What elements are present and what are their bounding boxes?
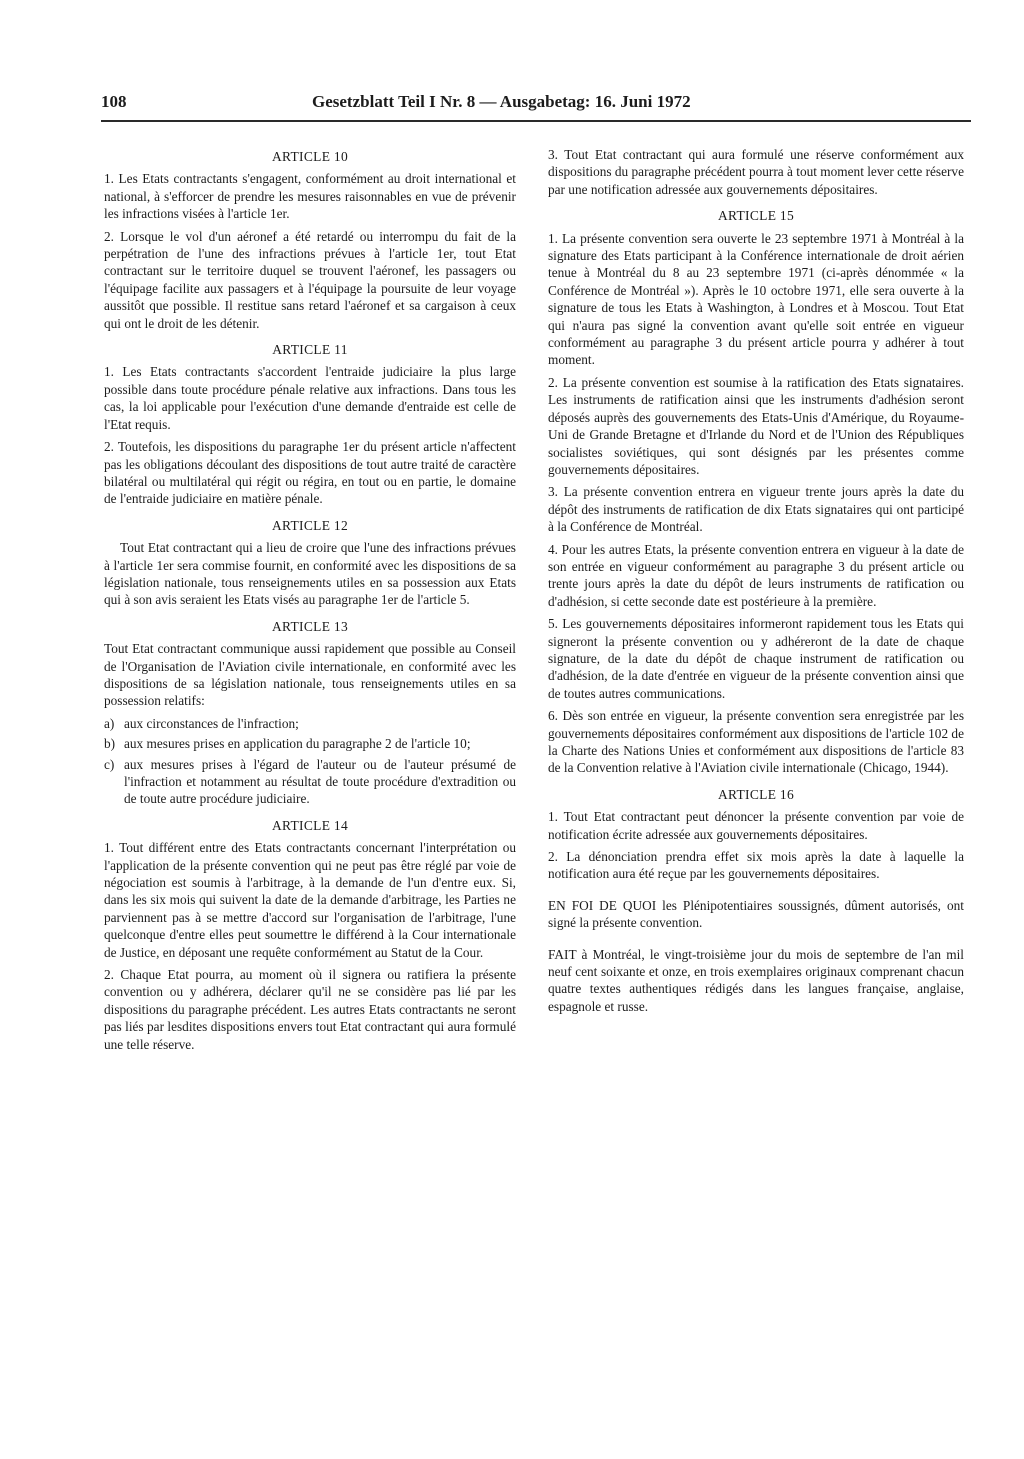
testimonium-clause: EN FOI DE QUOI les Plénipotentiaires soussignés, dûment autorisés, ont signé la présente convention. xyxy=(548,897,964,931)
article-15-heading: ARTICLE 15 xyxy=(717,208,795,224)
article-15-para-6: 6. Dès son entrée en vigueur, la présente convention sera enregistrée par les gouvernements dépositaires conformément aux dispositions de l'article 102 de la Charte des Nations Unies et conformément aux dispositions de l'article 83 de la Convention relative à l'Aviation civile internationale (Chicago, 1944). xyxy=(548,708,964,776)
article-13-para-1: Tout Etat contractant communique aussi rapidement que possible au Conseil de l'Organisation de l'Aviation civile internationale, en conformité avec les dispositions de sa législation nationale, tous renseignements utiles en sa possession relatifs: xyxy=(104,641,516,709)
item-label: b) xyxy=(104,736,116,752)
article-15-para-4: 4. Pour les autres Etats, la présente convention entrera en vigueur à la date de son entrée en vigueur conformément au paragraphe 3 du présent article ou trente jours après la date du dépôt de leurs instruments de ratification ou d'adhésion, si cette seconde date est postérieure à la première. xyxy=(548,541,964,609)
left-column xyxy=(104,146,516,1058)
item-text: aux mesures prises à l'égard de l'auteur ou de l'auteur présumé de l'infraction et notamment au résultat de toute procédure d'extradition ou de toute autre procédure judiciaire. xyxy=(124,756,516,807)
article-10-para-1: 1. Les Etats contractants s'engagent, conformément au droit international et national, à s'efforcer de prendre les mesures raisonnables en vue de prévenir les infractions visées à l'article 1er. xyxy=(104,171,516,222)
article-15-para-1: 1. La présente convention sera ouverte le 23 septembre 1971 à Montréal à la signature des Etats participant à la Conférence internationale de droit aérien tenue à Montréal du 8 au 23 septembre 1971 (ci-après dénommée « la Conférence de Montréal »). Après le 10 octobre 1971, elle sera ouverte à la signature de tous les Etats à Washington, à Londres et à Moscou. Tout Etat qui n'aura pas signé la convention avant qu'elle soit entrée en vigueur conformément au paragraphe 3 du présent article pourra y adhérer à tout moment. xyxy=(548,230,964,368)
article-16-para-2: 2. La dénonciation prendra effet six mois après la date à laquelle la notification aura été reçue par les gouvernements dépositaires. xyxy=(548,849,964,882)
article-13-item-c xyxy=(104,756,516,808)
item-text: aux mesures prises en application du paragraphe 2 de l'article 10; xyxy=(124,736,471,752)
article-11-para-2: 2. Toutefois, les dispositions du paragraphe 1er du présent article n'affectent pas les obligations découlant des dispositions de tout autre traité de caractère bilatéral ou multilatéral qui régit ou régira, en tout ou en partie, le domaine de l'entraide judiciaire en matière pénale. xyxy=(104,439,516,507)
item-label: c) xyxy=(104,756,115,772)
right-column xyxy=(548,146,964,1020)
article-11-heading: ARTICLE 11 xyxy=(272,342,348,358)
article-15-para-2: 2. La présente convention est soumise à la ratification des Etats signataires. Les instruments de ratification ainsi que les instruments d'adhésion seront déposés auprès des gouvernements des Etats-Unis d'Amérique, du Royaume-Uni de Grande Bretagne et d'Irlande du Nord et de l'Union des Républiques socialistes soviétiques, qui sont désignés par les présentes comme gouvernements dépositaires. xyxy=(548,374,964,477)
article-10-para-2: 2. Lorsque le vol d'un aéronef a été retardé ou interrompu du fait de la perpétration de l'une des infractions prévues à l'article 1er, tout Etat contractant sur le territoire duquel se trouvent l'aéronef, les passagers ou l'équipage facilite aux passagers et à l'équipage la poursuite de leur voyage aussitôt que possible. Il restitue sans retard l'aéronef et sa cargaison à ceux qui ont le droit de les détenir. xyxy=(104,228,516,331)
running-title: Gesetzblatt Teil I Nr. 8 — Ausgabetag: 16. Juni 1972 xyxy=(312,92,691,111)
article-16-heading: ARTICLE 16 xyxy=(717,786,795,802)
item-label: a) xyxy=(104,715,115,731)
article-12-heading: ARTICLE 12 xyxy=(271,517,349,533)
article-15-para-3: 3. La présente convention entrera en vigueur trente jours après la date du dépôt des instruments de ratification de dix Etats signataires qui ont participé à la Conférence de Montréal. xyxy=(548,484,964,535)
page-header xyxy=(101,92,971,116)
article-15-para-5: 5. Les gouvernements dépositaires informeront rapidement tous les Etats qui signeront la présente convention ou y adhéreront de la date de chaque signature, de la date du dépôt de chaque instrument de ratification ou d'adhésion, de la date d'entrée en vigueur de la présente convention ainsi que de toutes autres communications. xyxy=(548,616,964,701)
item-text: aux circonstances de l'infraction; xyxy=(124,715,299,731)
article-11-para-1: 1. Les Etats contractants s'accordent l'entraide judiciaire la plus large possible dans toute procédure pénale relative aux infractions. Dans tous les cas, la loi applicable pour l'exécution d'une demande d'entraide est celle de l'Etat requis. xyxy=(104,364,516,432)
article-14-heading: ARTICLE 14 xyxy=(271,817,349,833)
header-rule xyxy=(101,120,971,122)
article-13-item-a xyxy=(104,715,516,732)
article-10-heading: ARTICLE 10 xyxy=(271,149,349,164)
article-16-para-1: 1. Tout Etat contractant peut dénoncer la présente convention par voie de notification écrite adressée aux gouvernements dépositaires. xyxy=(548,809,964,842)
page-number: 108 xyxy=(101,92,127,111)
article-13-item-b xyxy=(104,735,516,752)
article-12-para-1: Tout Etat contractant qui a lieu de croire que l'une des infractions prévues à l'article 1er sera commise fournit, en conformité avec les dispositions de sa législation nationale, tous renseignements utiles en sa possession aux Etats qui à son avis seraient les Etats visés au paragraphe 1er de l'article 5. xyxy=(104,540,516,608)
article-14-para-1: 1. Tout différent entre des Etats contractants concernant l'interprétation ou l'application de la présente convention qui ne peut pas être réglé par voie de négociation est soumis à l'arbitrage, à la demande de l'un d'entre eux. Si, dans les six mois qui suivent la date de la demande d'arbitrage, les Parties ne parviennent pas à se mettre d'accord sur l'organisation de l'arbitrage, l'une quelconque d'entre elles peut soumettre le différend à la Cour internationale de Justice, en déposant une requête conformément au Statut de la Cour. xyxy=(104,840,516,960)
article-14-para-2: 2. Chaque Etat pourra, au moment où il signera ou ratifiera la présente convention ou y adhérera, déclarer qu'il ne se considère pas lié par les dispositions du paragraphe précédent. Les autres Etats contractants ne seront pas liés par lesdites dispositions envers tout Etat contractant qui aura formulé une telle réserve. xyxy=(104,967,516,1052)
article-13-heading: ARTICLE 13 xyxy=(271,618,349,634)
article-14-para-3: 3. Tout Etat contractant qui aura formulé une réserve conformément aux dispositions du paragraphe précédent pourra à tout moment lever cette réserve par une notification adressée aux gouvernements dépositaires. xyxy=(548,147,964,197)
done-at-clause: FAIT à Montréal, le vingt-troisième jour du mois de septembre de l'an mil neuf cent soixante et onze, en trois exemplaires originaux comprenant chacun quatre textes authentiques rédigés dans les langues française, anglaise, espagnole et russe. xyxy=(548,946,964,1014)
